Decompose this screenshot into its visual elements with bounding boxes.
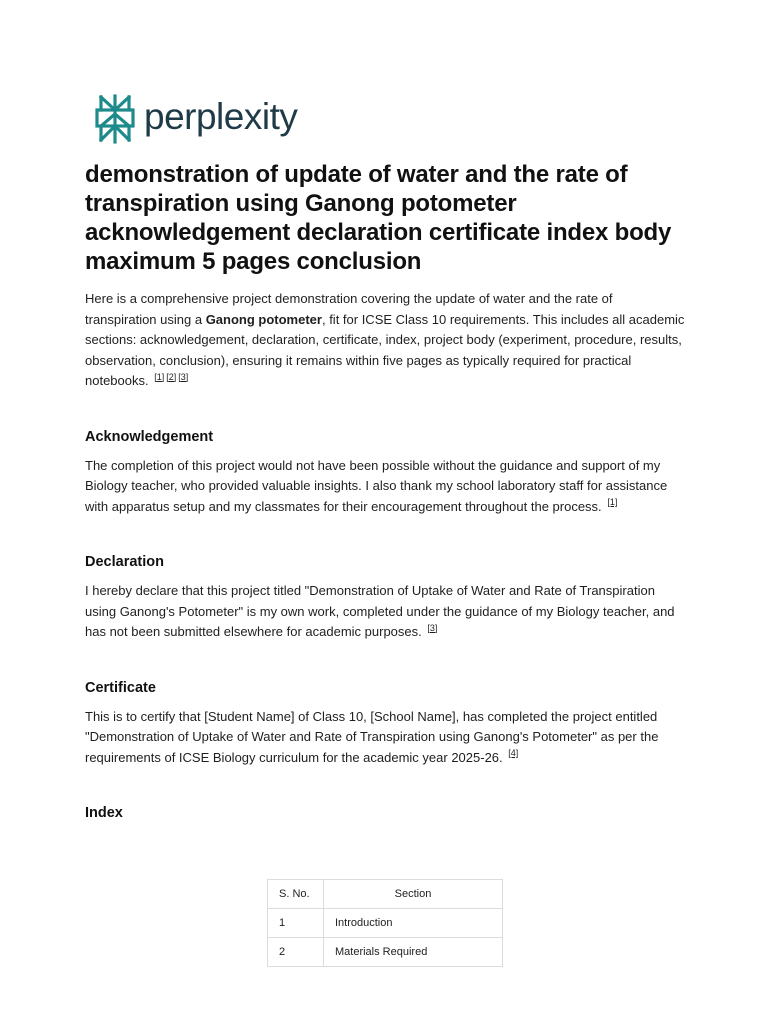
table-cell-section: Introduction: [324, 909, 503, 938]
citation-link[interactable]: [1]: [607, 497, 618, 508]
page-title: demonstration of update of water and the rate of transpiration using Ganong potometer acknowledgement declaration certificate index body maximum 5 pages conclusion: [85, 161, 672, 275]
table-cell-sno: 2: [268, 938, 324, 967]
declaration-heading: Declaration: [85, 554, 164, 570]
citation-link[interactable]: [2]: [166, 371, 177, 382]
certificate-paragraph: [85, 707, 685, 769]
citation-link[interactable]: [3]: [178, 371, 189, 382]
document-body: [85, 160, 685, 832]
intro-text-rest: , fit for ICSE Class 10 requirements. This includes all academic sections: acknowledgement, declaration, certificate, index, project body (experiment, procedure, results, observation, conclusion), ensuring it remains within five pages as typically required for practical notebooks.: [85, 311, 685, 388]
intro-paragraph: [85, 289, 685, 392]
perplexity-logo: [94, 94, 297, 144]
declaration-paragraph: [85, 581, 685, 643]
column-header-section: Section: [324, 880, 503, 909]
citation-link[interactable]: [4]: [508, 748, 519, 759]
intro-text: Here is a comprehensive project demonstration covering the update of water and the rate of transpiration using a: [85, 291, 613, 327]
table-cell-section: Materials Required: [324, 938, 503, 967]
logo-wordmark: perplexity: [144, 95, 298, 137]
intro-bold-term: Ganong potometer: [205, 311, 322, 327]
declaration-text: I hereby declare that this project titled "Demonstration of Uptake of Water and Rate of Transpiration using Ganong's Potometer" is my own work, completed under the guidance of my Biology teacher, and has not been submitted elsewhere for academic purposes.: [85, 583, 675, 639]
column-header-sno: S. No.: [268, 880, 324, 909]
table-row: [268, 909, 503, 938]
acknowledgement-text: The completion of this project would not have been possible without the guidance and support of my Biology teacher, who provided valuable insights. I also thank my school laboratory staff for assistance with apparatus setup and my classmates for their encouragement throughout the process.: [85, 457, 668, 514]
perplexity-logo-icon: [94, 94, 136, 144]
index-table: [267, 879, 503, 967]
table-cell-sno: 1: [268, 909, 324, 938]
acknowledgement-paragraph: [85, 456, 685, 518]
certificate-heading: Certificate: [85, 679, 156, 696]
acknowledgement-heading: Acknowledgement: [85, 428, 214, 445]
certificate-text: This is to certify that [Student Name] of Class 10, [School Name], has completed the project entitled "Demonstration of Uptake of Water and Rate of Transpiration using Ganong's Potometer" as per the requirements of ICSE Biology curriculum for the academic year 2025-26.: [85, 708, 659, 765]
index-heading: Index: [85, 805, 123, 821]
citation-link[interactable]: [3]: [427, 622, 438, 633]
table-row: [268, 938, 503, 967]
table-header-row: [268, 880, 503, 909]
citation-link[interactable]: [1]: [154, 371, 165, 382]
